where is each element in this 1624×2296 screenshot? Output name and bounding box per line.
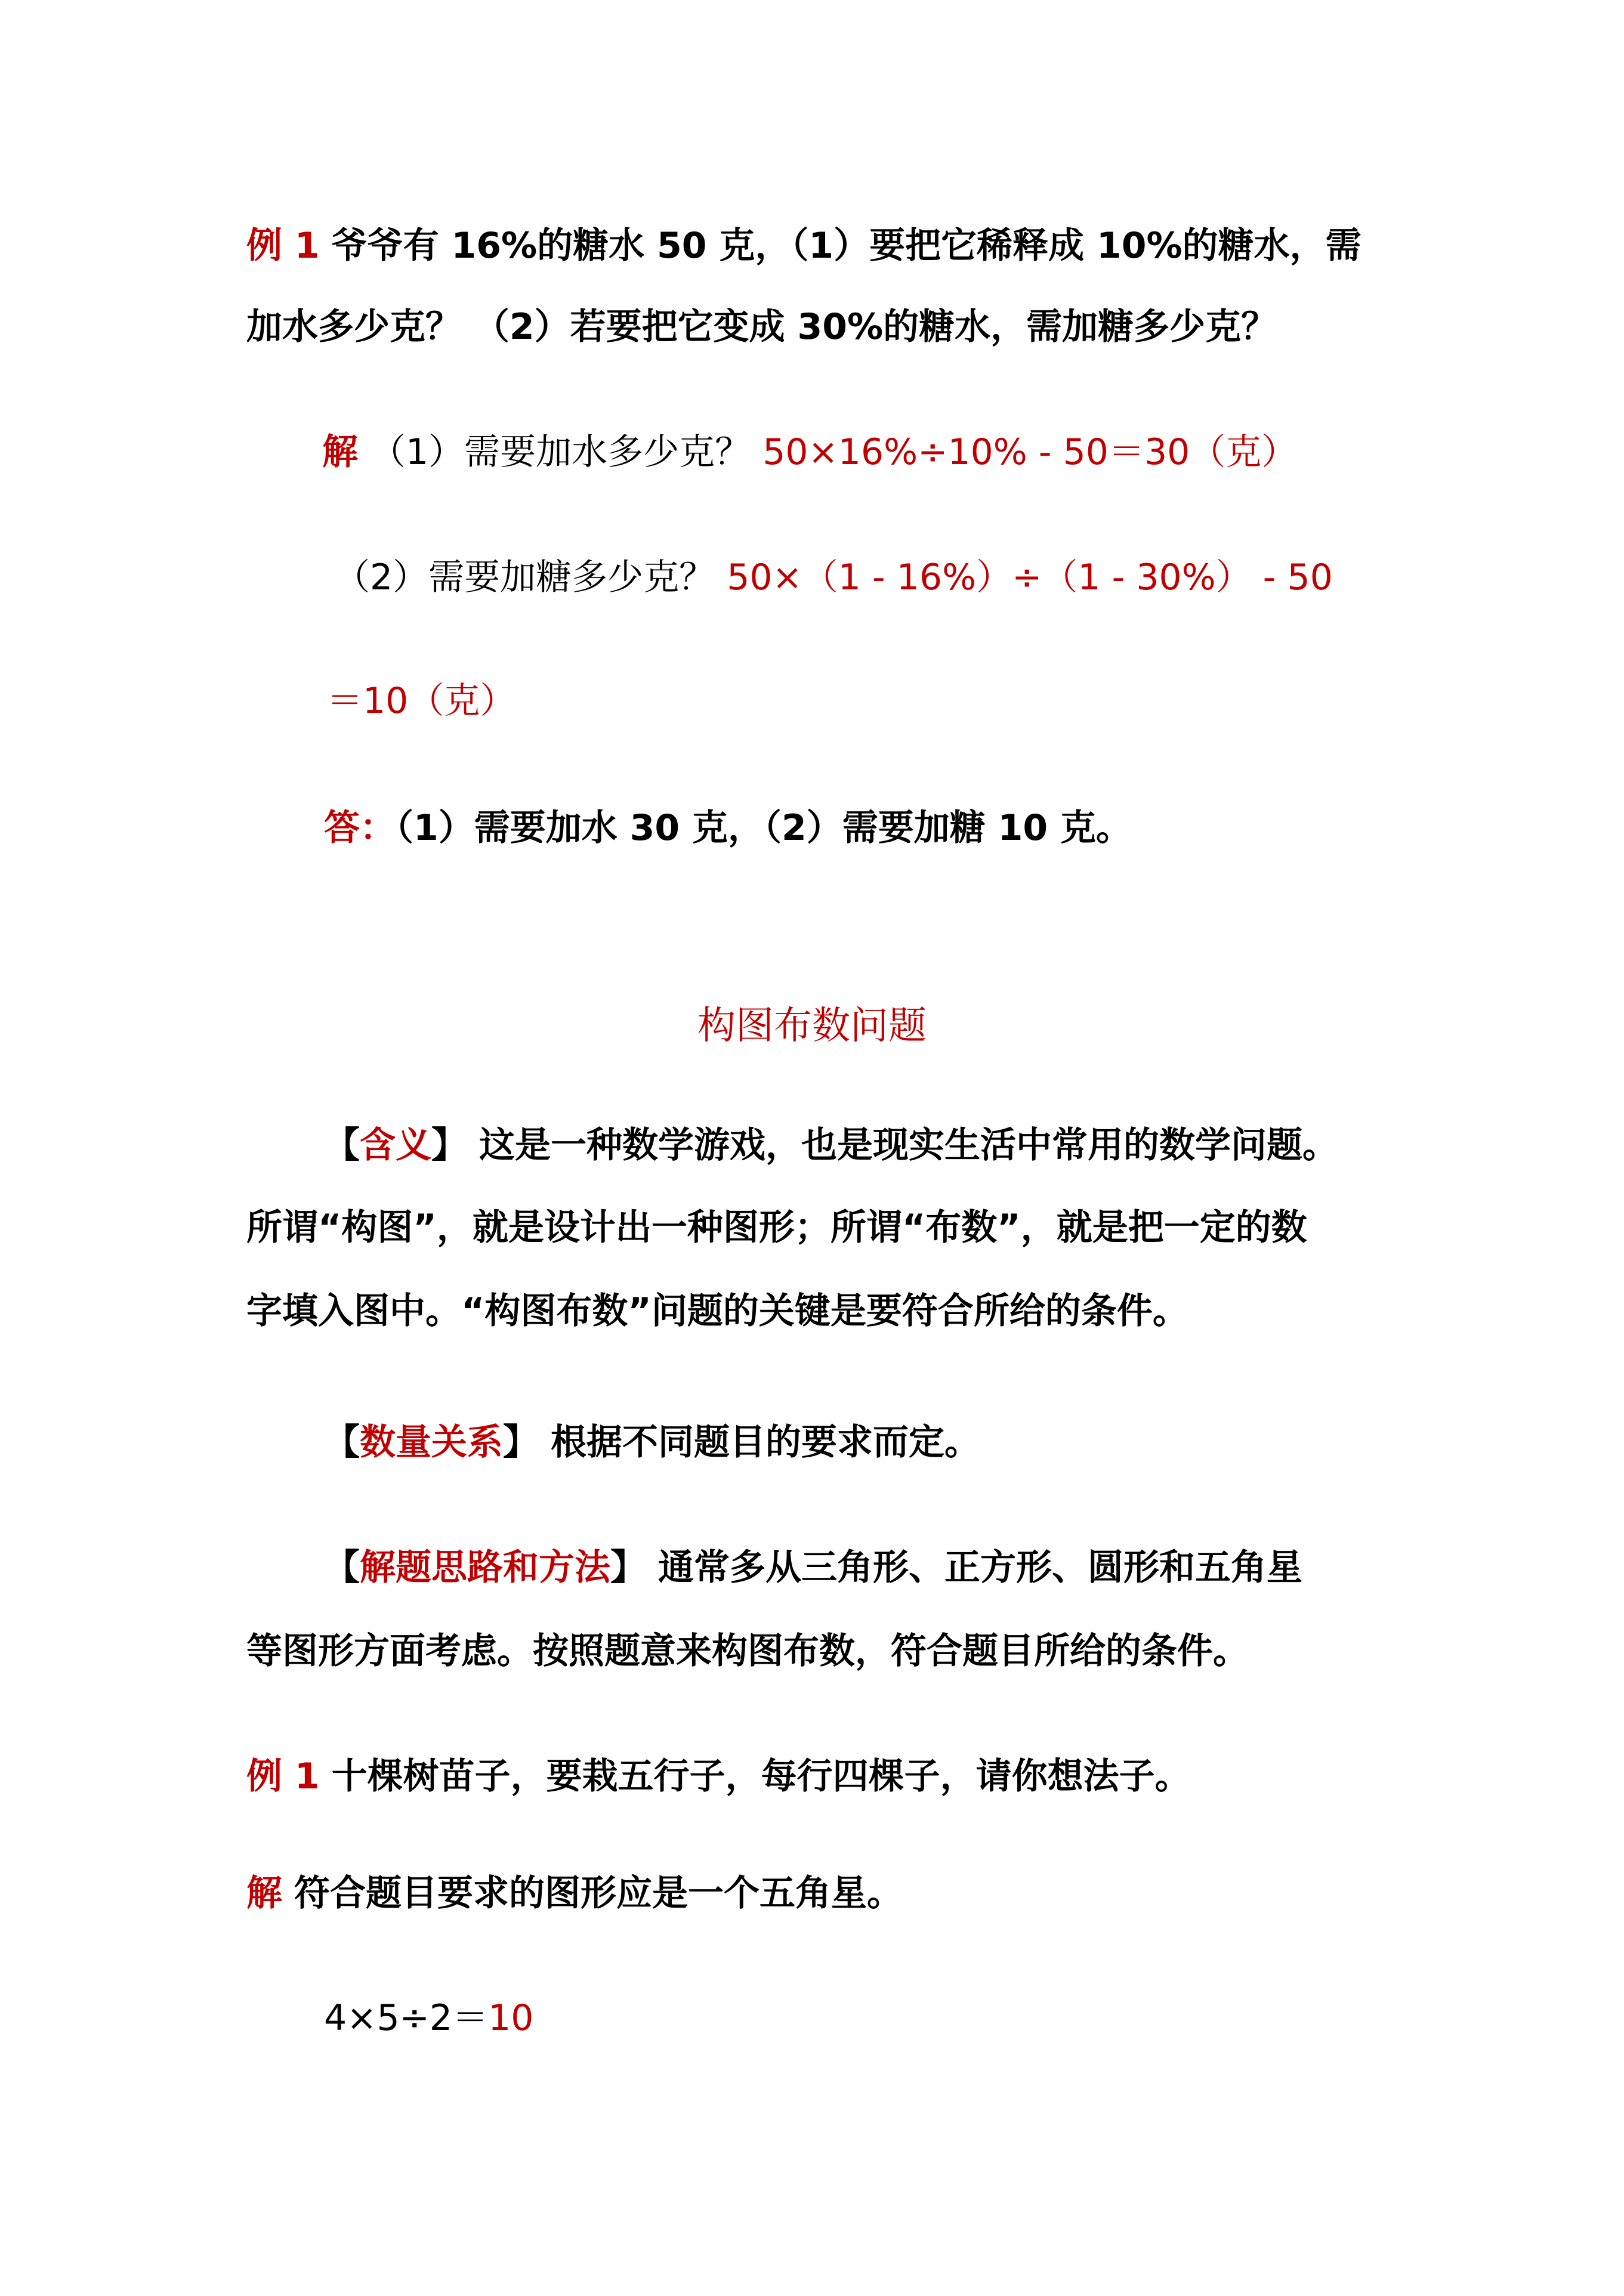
star-example-solution bbox=[246, 1869, 903, 1917]
solution-label: 解 bbox=[246, 1872, 282, 1914]
formula-result: 10 bbox=[488, 1997, 534, 2039]
approach-text: 通常多从三角形、正方形、圆形和五角星 bbox=[658, 1547, 1302, 1589]
answer-text: （1）需要加水 30 克，（2）需要加糖 10 克。 bbox=[396, 807, 1132, 849]
answer-line bbox=[324, 804, 1132, 852]
approach-label: 解题思路和方法 bbox=[360, 1547, 610, 1589]
solution-part1-formula: 50×16%÷10% - 50＝30（克） bbox=[762, 431, 1298, 473]
bracket-close: 】 bbox=[431, 1124, 467, 1166]
meaning-label: 含义 bbox=[360, 1124, 431, 1166]
bracket-open: 【 bbox=[324, 1422, 360, 1463]
solution-part2-formula: 50×（1 - 16%）÷（1 - 30%） - 50 bbox=[727, 557, 1333, 598]
bracket-close: 】 bbox=[610, 1547, 646, 1589]
approach-line1 bbox=[324, 1544, 1302, 1592]
solution-part1 bbox=[322, 428, 1297, 476]
example1-question-line1 bbox=[246, 222, 1361, 270]
solution-part2 bbox=[334, 554, 1333, 601]
star-example-question bbox=[246, 1753, 1191, 1800]
quantity-relation-text: 根据不同题目的要求而定。 bbox=[551, 1422, 980, 1463]
solution-text: 符合题目要求的图形应是一个五角星。 bbox=[294, 1872, 903, 1914]
formula-text: 4×5÷2＝ bbox=[324, 1997, 489, 2039]
meaning-line2: 所谓“构图”，就是设计出一种图形；所谓“布数”，就是把一定的数 bbox=[246, 1207, 1307, 1249]
solution-label: 解 bbox=[322, 431, 358, 473]
solution-part2-result: ＝10（克） bbox=[327, 680, 516, 722]
meaning-line3: 字填入图中。“构图布数”问题的关键是要符合所给的条件。 bbox=[246, 1290, 1188, 1332]
example-label: 例 1 bbox=[246, 1756, 320, 1797]
answer-label: 答： bbox=[324, 807, 396, 849]
question-text: 十棵树苗子，要栽五行子，每行四棵子，请你想法子。 bbox=[331, 1756, 1191, 1797]
star-example-formula bbox=[324, 1994, 533, 2042]
solution-part1-question: （1）需要加水多少克？ bbox=[370, 431, 751, 473]
example-label: 例 1 bbox=[246, 225, 320, 267]
bracket-open: 【 bbox=[324, 1547, 360, 1589]
meaning-text: 这是一种数学游戏，也是现实生活中常用的数学问题。 bbox=[479, 1124, 1338, 1166]
question-text: 爷爷有 16%的糖水 50 克，（1）要把它稀释成 10%的糖水，需 bbox=[331, 225, 1361, 267]
solution-part2-question: （2）需要加糖多少克？ bbox=[334, 557, 715, 598]
section-title: 构图布数问题 bbox=[697, 1004, 927, 1048]
meaning-line1 bbox=[324, 1121, 1338, 1169]
approach-line2: 等图形方面考虑。按照题意来构图布数，符合题目所给的条件。 bbox=[246, 1630, 1249, 1672]
example1-question-line2 bbox=[246, 303, 1277, 351]
bracket-open: 【 bbox=[324, 1124, 360, 1166]
quantity-relation-line bbox=[324, 1419, 980, 1466]
question-text: 加水多少克？ （2）若要把它变成 30%的糖水，需加糖多少克？ bbox=[246, 306, 1277, 348]
quantity-relation-label: 数量关系 bbox=[360, 1422, 503, 1463]
bracket-close: 】 bbox=[503, 1422, 539, 1463]
